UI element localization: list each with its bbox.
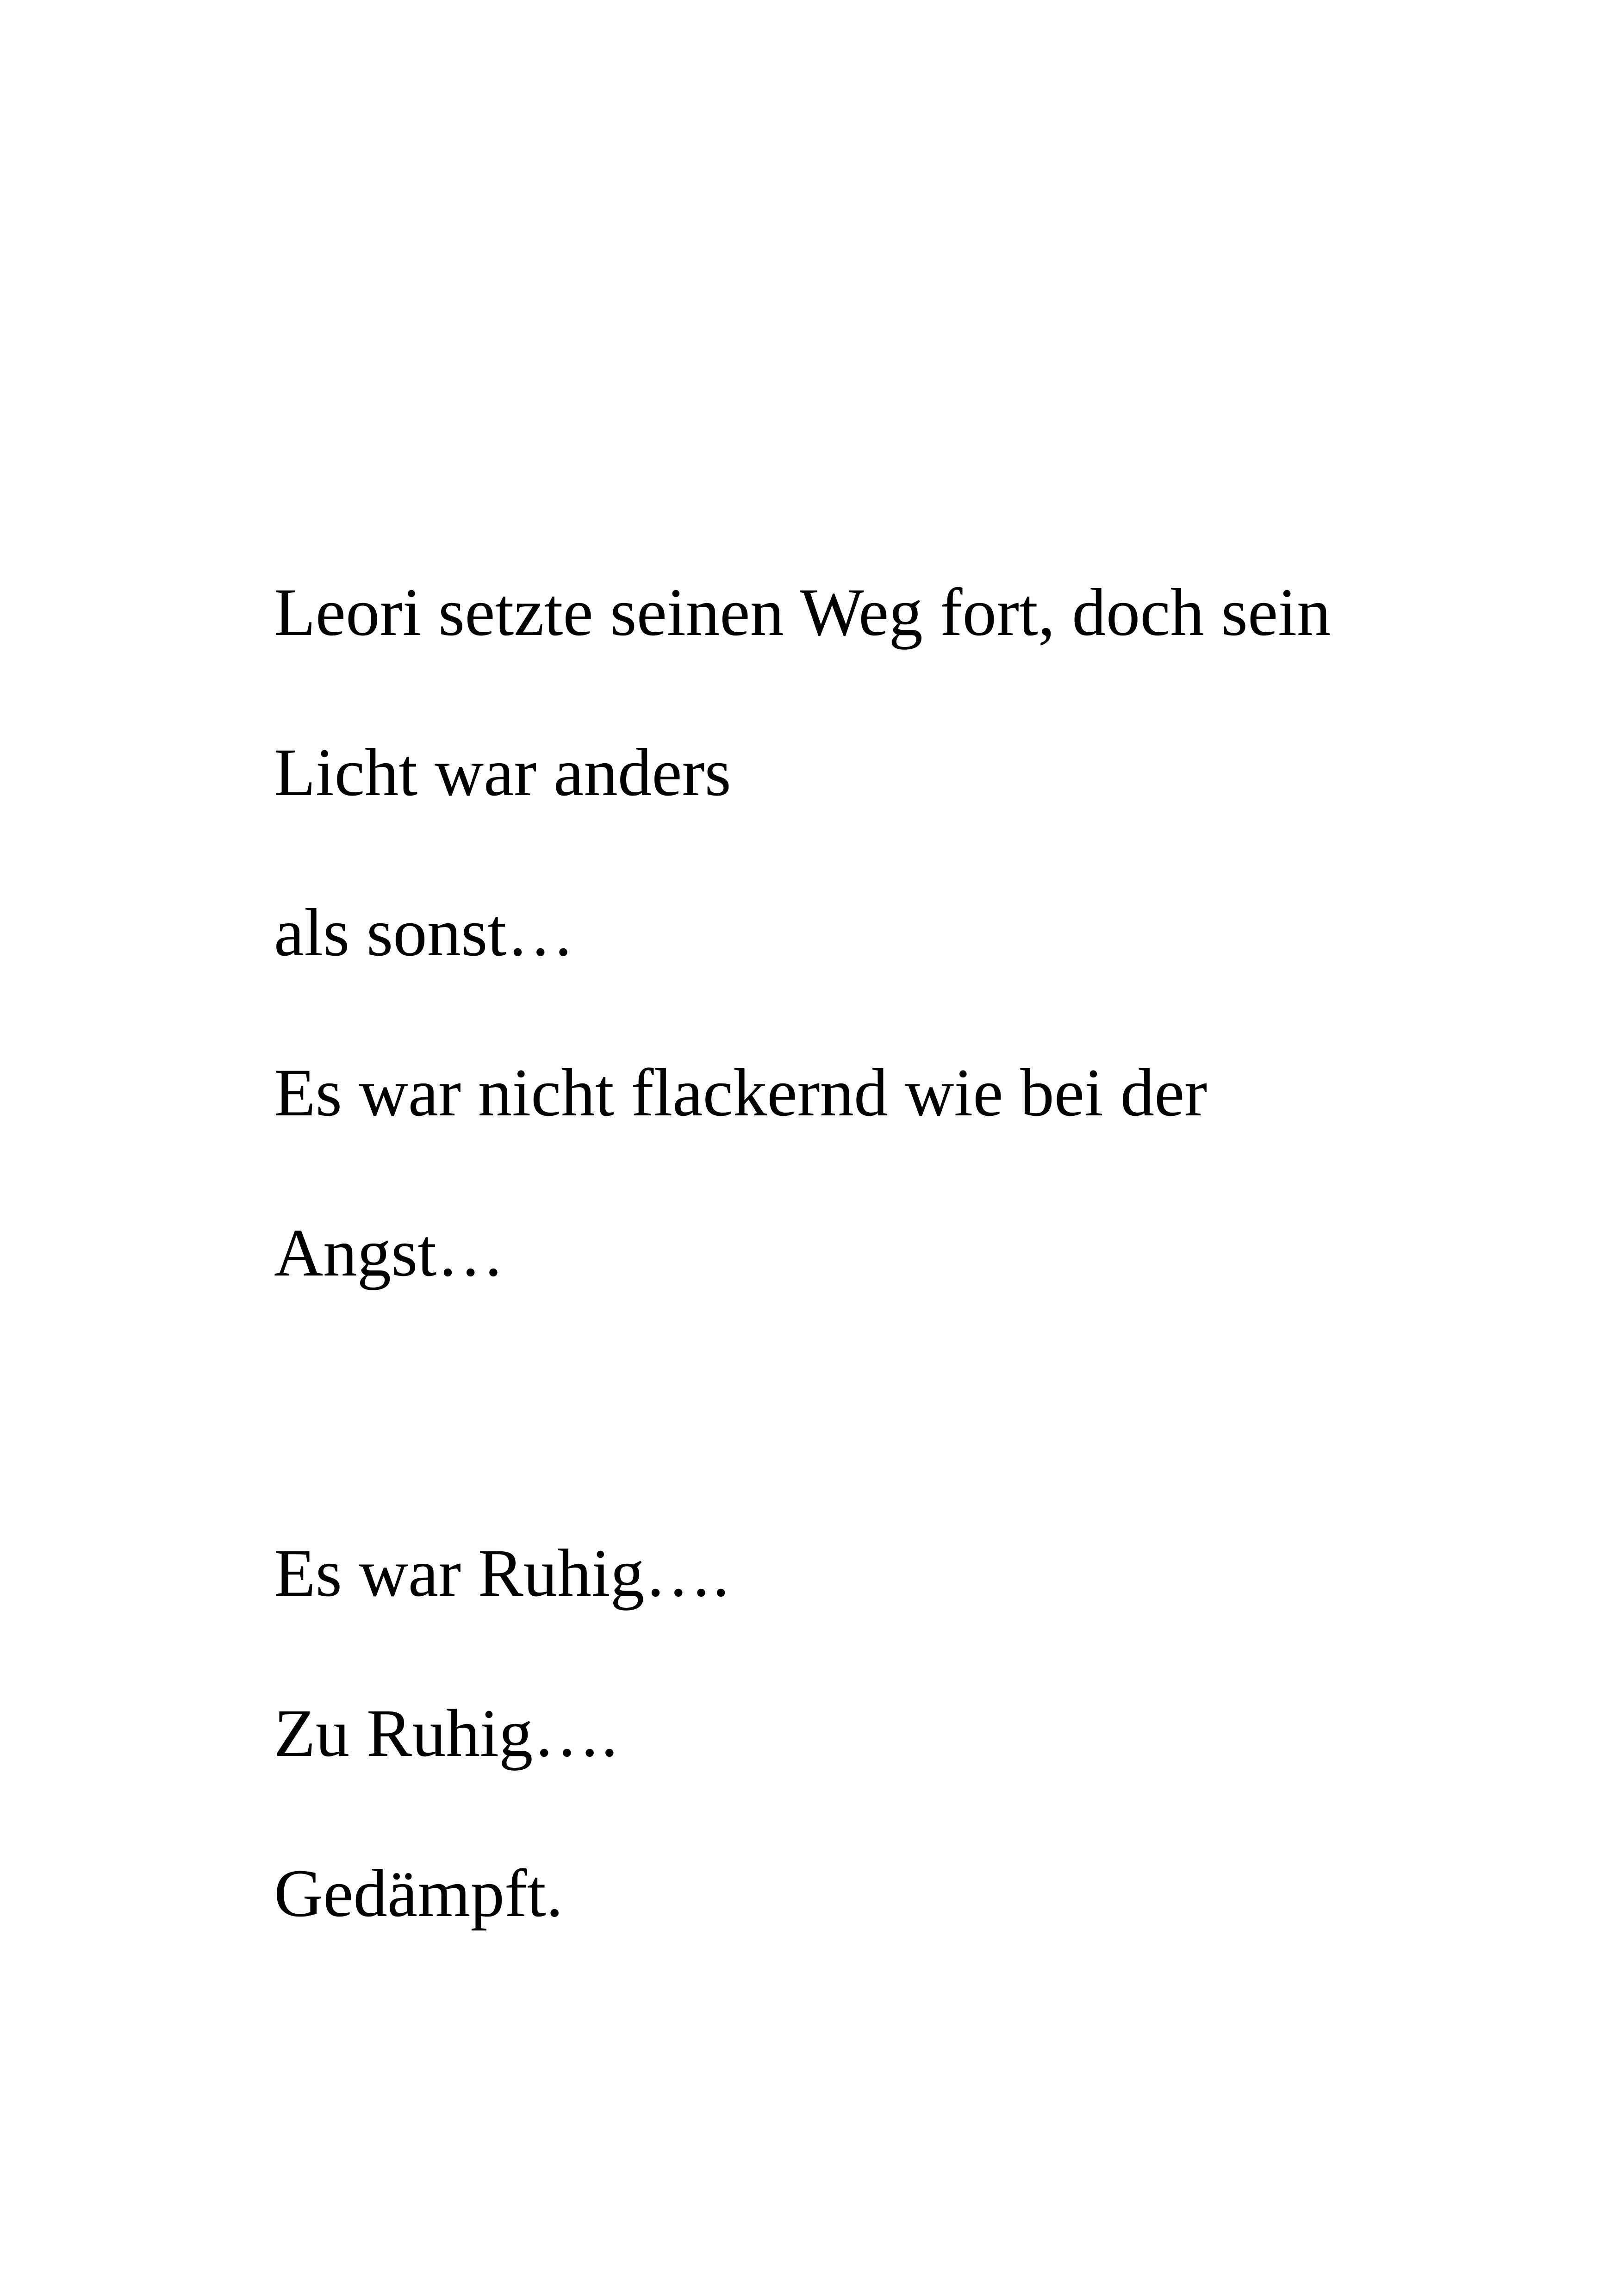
text-line: Leori setzte seinen Weg fort, doch sein (274, 574, 1331, 650)
story-text (274, 532, 1524, 1973)
text-line: Gedämpft. (274, 1855, 563, 1931)
paragraph-break (274, 1333, 1524, 1493)
text-line: Es war Ruhig…. (274, 1535, 729, 1611)
text-line: als sonst… (274, 895, 575, 970)
text-line: Es war nicht flackernd wie bei der (274, 1055, 1207, 1130)
text-line: Zu Ruhig…. (274, 1695, 618, 1771)
text-line: Angst… (274, 1215, 505, 1290)
text-line: Licht war anders (274, 734, 731, 810)
